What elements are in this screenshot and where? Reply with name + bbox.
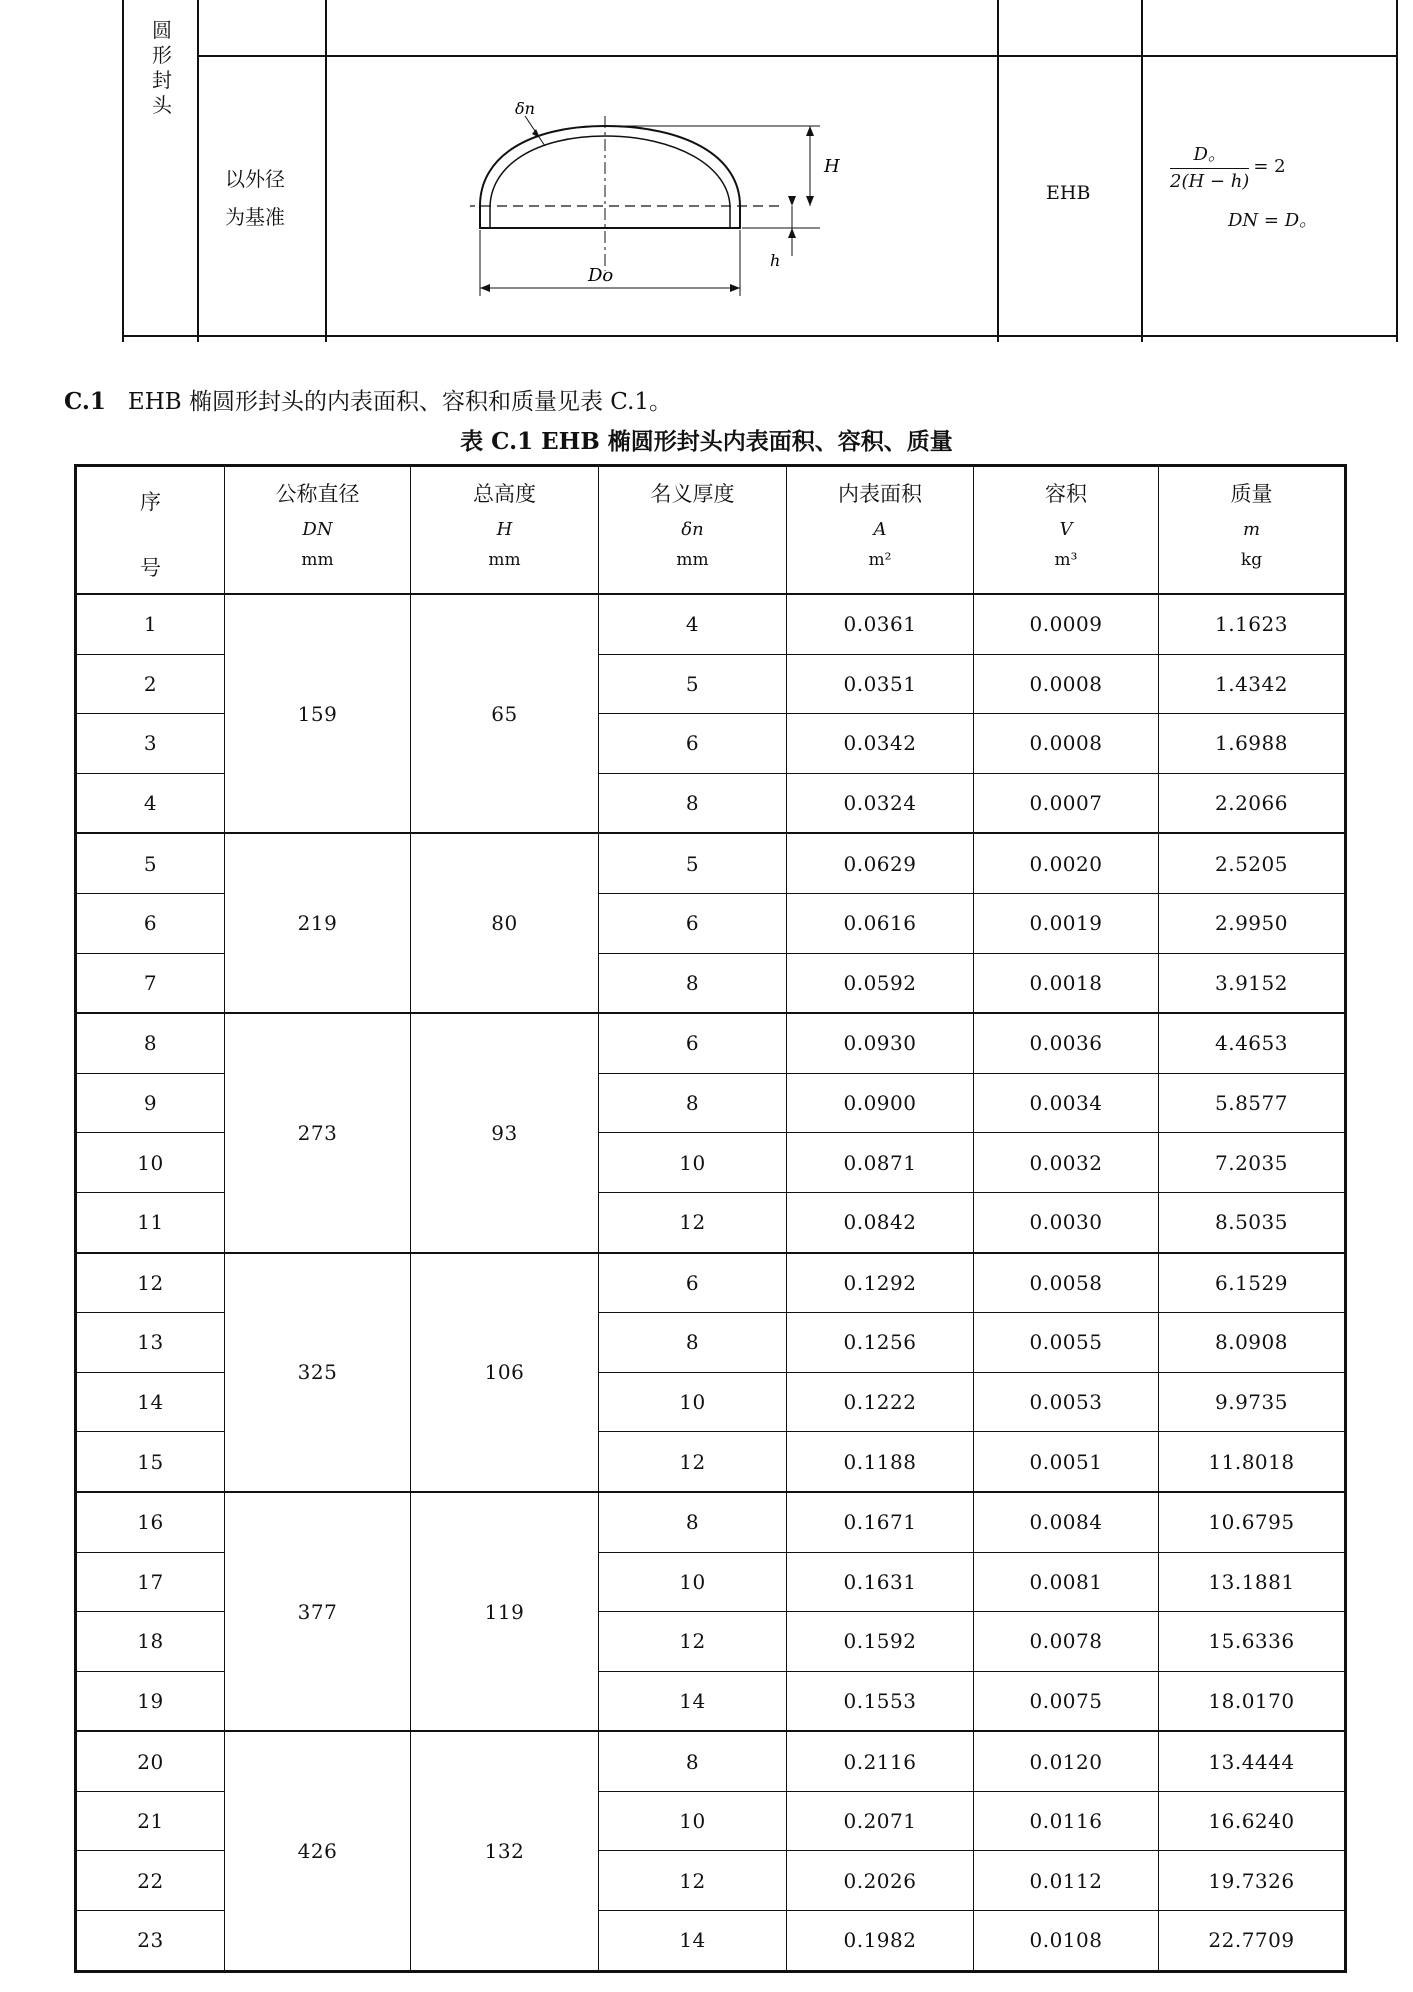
cell-mass: 10.6795 <box>1159 1492 1346 1552</box>
header-label: 内表面积 <box>838 482 922 506</box>
cell-seq: 2 <box>76 654 225 714</box>
cell-volume: 0.0008 <box>974 714 1159 774</box>
cell-mass: 16.6240 <box>1159 1791 1346 1851</box>
cell-volume: 0.0019 <box>974 893 1159 953</box>
header-unit: mm <box>676 550 709 570</box>
cell-volume: 0.0120 <box>974 1731 1159 1791</box>
cell-seq: 17 <box>76 1552 225 1612</box>
header-label: 质量 <box>1230 482 1273 506</box>
cell-volume: 0.0112 <box>974 1851 1159 1911</box>
cell-height: 93 <box>411 1013 599 1252</box>
section-text: EHB 椭圆形封头的内表面积、容积和质量见表 C.1。 <box>127 389 673 415</box>
cell-area: 0.1671 <box>787 1492 974 1552</box>
cell-area: 0.0900 <box>787 1073 974 1133</box>
cell-volume: 0.0053 <box>974 1372 1159 1432</box>
cell-volume: 0.0009 <box>974 594 1159 654</box>
cell-mass: 5.8577 <box>1159 1073 1346 1133</box>
frag-border <box>1396 0 1398 342</box>
header-symbol: H <box>496 519 513 540</box>
table-row <box>76 1013 1346 1073</box>
table-row <box>76 1253 1346 1313</box>
cell-area: 0.1222 <box>787 1372 974 1432</box>
frag-border <box>997 0 999 342</box>
cell-volume: 0.0008 <box>974 654 1159 714</box>
cell-thickness: 5 <box>599 654 787 714</box>
cell-seq: 13 <box>76 1313 225 1373</box>
cell-thickness: 12 <box>599 1432 787 1492</box>
frag-border <box>197 0 199 342</box>
table-row <box>76 594 1346 654</box>
cell-mass: 2.9950 <box>1159 893 1346 953</box>
cell-seq: 18 <box>76 1612 225 1672</box>
cell-mass: 6.1529 <box>1159 1253 1346 1313</box>
cell-volume: 0.0055 <box>974 1313 1159 1373</box>
cell-seq: 8 <box>76 1013 225 1073</box>
header-symbol: V <box>1059 519 1073 540</box>
cell-seq: 9 <box>76 1073 225 1133</box>
table-row <box>76 1731 1346 1791</box>
header-symbol: m <box>1242 519 1261 540</box>
header-seq-top: 序 <box>140 490 161 514</box>
cell-height: 80 <box>411 833 599 1013</box>
header-unit: kg <box>1240 550 1263 570</box>
formula-fraction <box>1170 140 1249 192</box>
cell-dn: 426 <box>225 1731 411 1971</box>
cell-area: 0.1292 <box>787 1253 974 1313</box>
cell-mass: 8.5035 <box>1159 1192 1346 1252</box>
cell-seq: 4 <box>76 773 225 833</box>
cell-volume: 0.0030 <box>974 1192 1159 1252</box>
cell-seq: 12 <box>76 1253 225 1313</box>
basis-line-1: 以外径 <box>225 167 285 191</box>
cell-thickness: 10 <box>599 1372 787 1432</box>
cell-area: 0.1982 <box>787 1911 974 1972</box>
cell-height: 119 <box>411 1492 599 1731</box>
cell-seq: 5 <box>76 833 225 893</box>
header-col <box>787 466 974 595</box>
cell-mass: 2.2066 <box>1159 773 1346 833</box>
cell-seq: 10 <box>76 1133 225 1193</box>
formula-rhs: = 2 <box>1253 155 1286 177</box>
cell-thickness: 10 <box>599 1133 787 1193</box>
cell-mass: 22.7709 <box>1159 1911 1346 1972</box>
cell-seq: 19 <box>76 1671 225 1731</box>
cell-dn: 377 <box>225 1492 411 1731</box>
cell-mass: 1.4342 <box>1159 654 1346 714</box>
header-col <box>974 466 1159 595</box>
cell-mass: 13.4444 <box>1159 1731 1346 1791</box>
header-col <box>225 466 411 595</box>
diameter-label: Do <box>588 265 614 286</box>
cell-height: 65 <box>411 594 599 833</box>
cell-mass: 13.1881 <box>1159 1552 1346 1612</box>
cell-mass: 15.6336 <box>1159 1612 1346 1672</box>
header-symbol: A <box>873 519 887 540</box>
cell-thickness: 14 <box>599 1911 787 1972</box>
cell-mass: 19.7326 <box>1159 1851 1346 1911</box>
table-row <box>76 833 1346 893</box>
ellipsoidal-head-diagram <box>470 96 870 306</box>
cell-area: 0.0871 <box>787 1133 974 1193</box>
cell-seq: 23 <box>76 1911 225 1972</box>
cell-dn: 325 <box>225 1253 411 1492</box>
cell-volume: 0.0081 <box>974 1552 1159 1612</box>
cell-volume: 0.0075 <box>974 1671 1159 1731</box>
cell-volume: 0.0032 <box>974 1133 1159 1193</box>
cell-area: 0.0842 <box>787 1192 974 1252</box>
ratio-formula <box>1170 140 1350 232</box>
cell-seq: 14 <box>76 1372 225 1432</box>
cell-volume: 0.0018 <box>974 953 1159 1013</box>
section-number: C.1 <box>64 388 106 415</box>
header-col <box>411 466 599 595</box>
cell-volume: 0.0036 <box>974 1013 1159 1073</box>
cell-thickness: 5 <box>599 833 787 893</box>
basis-label <box>225 160 285 236</box>
cell-seq: 16 <box>76 1492 225 1552</box>
formula-denominator: 2(H − h) <box>1170 171 1250 192</box>
cell-thickness: 8 <box>599 953 787 1013</box>
header-unit: mm <box>488 550 521 570</box>
cell-mass: 11.8018 <box>1159 1432 1346 1492</box>
ehb-data-table <box>74 464 1347 1973</box>
cell-volume: 0.0116 <box>974 1791 1159 1851</box>
frag-border <box>325 0 327 342</box>
cell-area: 0.1188 <box>787 1432 974 1492</box>
header-symbol: δn <box>681 519 704 540</box>
cell-thickness: 10 <box>599 1791 787 1851</box>
cell-volume: 0.0058 <box>974 1253 1159 1313</box>
table-body <box>76 594 1346 1971</box>
cell-thickness: 12 <box>599 1192 787 1252</box>
cell-mass: 1.6988 <box>1159 714 1346 774</box>
cell-thickness: 4 <box>599 594 787 654</box>
cell-area: 0.1592 <box>787 1612 974 1672</box>
cell-volume: 0.0034 <box>974 1073 1159 1133</box>
header-unit: m³ <box>1054 550 1078 570</box>
cell-dn: 219 <box>225 833 411 1013</box>
cell-dn: 159 <box>225 594 411 833</box>
header-seq <box>76 466 225 595</box>
basis-line-2: 为基准 <box>225 205 285 229</box>
header-label: 公称直径 <box>275 482 360 506</box>
cell-thickness: 8 <box>599 1313 787 1373</box>
cell-thickness: 12 <box>599 1851 787 1911</box>
cell-mass: 18.0170 <box>1159 1671 1346 1731</box>
cell-seq: 22 <box>76 1851 225 1911</box>
cell-area: 0.0361 <box>787 594 974 654</box>
header-symbol: DN <box>302 519 333 540</box>
frag-border <box>1141 0 1143 342</box>
cell-volume: 0.0108 <box>974 1911 1159 1972</box>
cell-mass: 1.1623 <box>1159 594 1346 654</box>
cell-mass: 9.9735 <box>1159 1372 1346 1432</box>
cell-volume: 0.0078 <box>974 1612 1159 1672</box>
cell-seq: 1 <box>76 594 225 654</box>
cell-seq: 3 <box>76 714 225 774</box>
header-label: 名义厚度 <box>650 482 735 506</box>
cell-seq: 15 <box>76 1432 225 1492</box>
cell-area: 0.0592 <box>787 953 974 1013</box>
cell-thickness: 8 <box>599 773 787 833</box>
cell-dn: 273 <box>225 1013 411 1252</box>
header-label: 总高度 <box>473 482 536 506</box>
type-code: EHB <box>1046 182 1091 204</box>
cell-mass: 7.2035 <box>1159 1133 1346 1193</box>
formula-numerator: D。 <box>1170 140 1249 169</box>
straight-height-label: h <box>770 251 781 270</box>
section-heading <box>64 383 672 416</box>
cell-volume: 0.0007 <box>974 773 1159 833</box>
cell-thickness: 8 <box>599 1492 787 1552</box>
cell-area: 0.1631 <box>787 1552 974 1612</box>
frag-border <box>197 55 1396 57</box>
formula-line-2: DN = D。 <box>1228 210 1318 231</box>
cell-area: 0.0324 <box>787 773 974 833</box>
cell-mass: 4.4653 <box>1159 1013 1346 1073</box>
cell-mass: 2.5205 <box>1159 833 1346 893</box>
cell-thickness: 6 <box>599 893 787 953</box>
cell-thickness: 6 <box>599 1013 787 1073</box>
cell-area: 0.0351 <box>787 654 974 714</box>
table-header-row <box>76 466 1346 595</box>
cell-thickness: 8 <box>599 1731 787 1791</box>
cell-volume: 0.0084 <box>974 1492 1159 1552</box>
cell-seq: 11 <box>76 1192 225 1252</box>
cell-area: 0.0930 <box>787 1013 974 1073</box>
cell-seq: 20 <box>76 1731 225 1791</box>
cell-area: 0.0342 <box>787 714 974 774</box>
cell-area: 0.1553 <box>787 1671 974 1731</box>
table-row <box>76 1492 1346 1552</box>
cell-thickness: 8 <box>599 1073 787 1133</box>
cell-seq: 21 <box>76 1791 225 1851</box>
cell-area: 0.0629 <box>787 833 974 893</box>
header-col <box>599 466 787 595</box>
cell-area: 0.0616 <box>787 893 974 953</box>
cell-thickness: 10 <box>599 1552 787 1612</box>
cell-mass: 3.9152 <box>1159 953 1346 1013</box>
header-unit: m² <box>868 550 892 570</box>
header-label: 容积 <box>1045 482 1087 506</box>
cell-thickness: 6 <box>599 714 787 774</box>
height-label: H <box>824 156 840 177</box>
cell-thickness: 12 <box>599 1612 787 1672</box>
cell-seq: 6 <box>76 893 225 953</box>
cell-seq: 7 <box>76 953 225 1013</box>
cell-volume: 0.0020 <box>974 833 1159 893</box>
header-col <box>1159 466 1346 595</box>
cell-area: 0.2071 <box>787 1791 974 1851</box>
cell-area: 0.1256 <box>787 1313 974 1373</box>
cell-thickness: 14 <box>599 1671 787 1731</box>
table-caption: 表 C.1 EHB 椭圆形封头内表面积、容积、质量 <box>460 428 953 455</box>
cell-area: 0.2116 <box>787 1731 974 1791</box>
header-unit: mm <box>301 550 334 570</box>
cell-volume: 0.0051 <box>974 1432 1159 1492</box>
cell-height: 132 <box>411 1731 599 1971</box>
cell-area: 0.2026 <box>787 1851 974 1911</box>
frag-border <box>122 335 1396 337</box>
cell-thickness: 6 <box>599 1253 787 1313</box>
thickness-label: δn <box>515 99 535 118</box>
cell-height: 106 <box>411 1253 599 1492</box>
header-seq-bottom: 号 <box>140 556 161 580</box>
frag-border <box>122 0 124 342</box>
category-label: 圆形封头 <box>152 18 172 117</box>
cell-mass: 8.0908 <box>1159 1313 1346 1373</box>
